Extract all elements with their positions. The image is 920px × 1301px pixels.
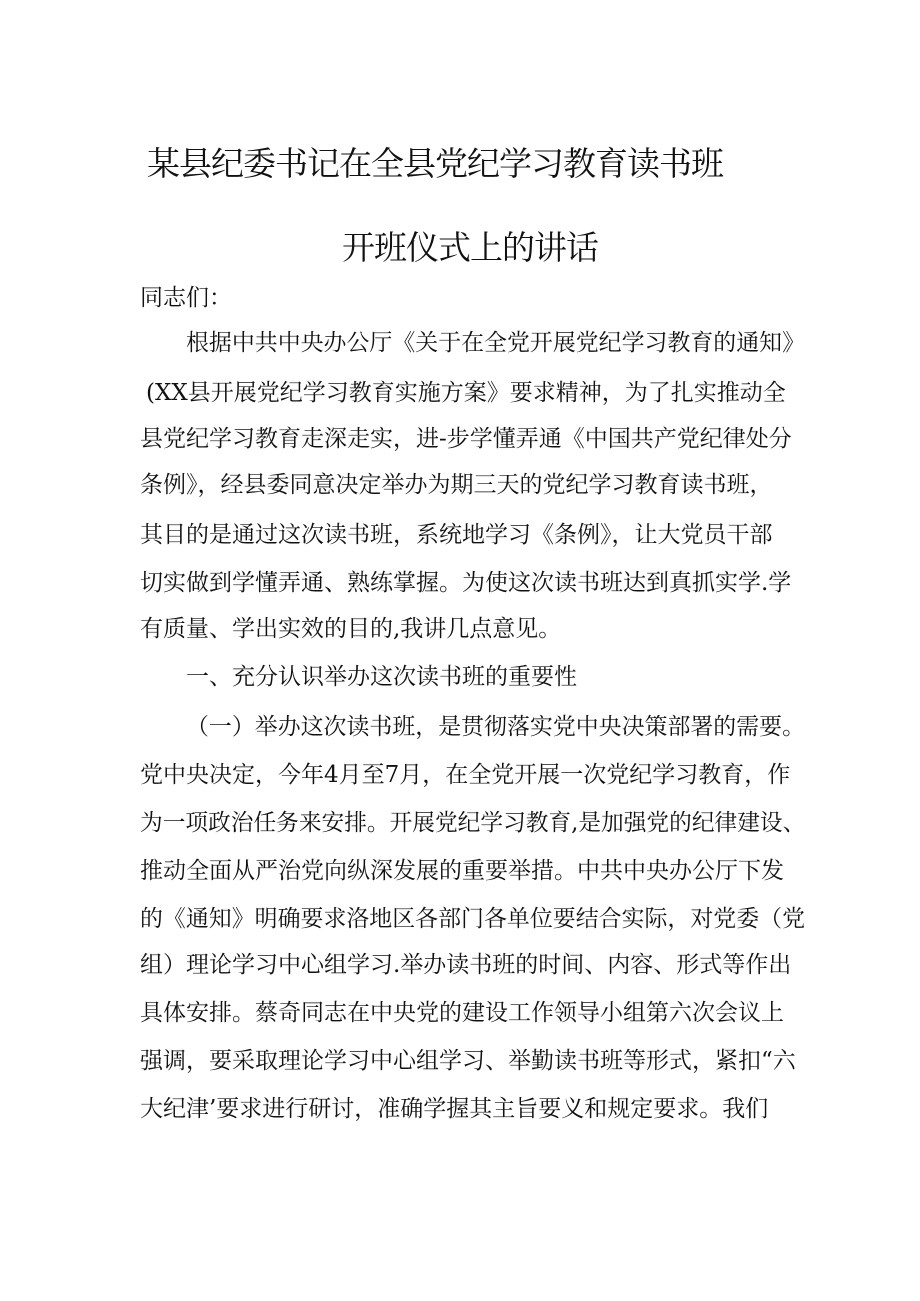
paragraph-line: 根据中共中央办公厅《关于在全党开展党纪学习教育的通知》 [186,330,806,356]
paragraph-line: 推动全面从严治党向纵深发展的重要举措。中共中央办公厅下发 [140,858,784,884]
paragraph-line: 具体安排。蔡奇同志在中央党的建设工作领导小组第六次会议上 [140,1000,784,1026]
title-line-1: 某县纪委书记在全县党纪学习教育读书班 [147,144,723,183]
paragraph-line: 大纪津’要求进行研讨，准确学握其主旨要义和规定要求。我们 [140,1096,769,1122]
title-line-2: 开班仪式上的讲话 [342,228,598,267]
paragraph-line: 的《通知》明确要求洛地区各部门各单位要结合实际，对党委（党 [140,906,805,932]
paragraph-line: 强调，要采取理论学习中心组学习、举勤读书班等形式，紧扣“六 [140,1048,796,1074]
paragraph-line: 其目的是通过这次读书班，系统地学习《条例》，让大党员干部 [140,522,773,548]
salutation: 同志们： [140,285,232,311]
paragraph-line: 为一项政治任务来安排。开展党纪学习教育,是加强党的纪律建设、 [140,810,806,836]
section-heading: 一、充分认识举办这次读书班的重要性 [186,664,577,690]
paragraph-line: 条例》，经县委同意决定举办为期三天的党纪学习教育读书班， [140,472,773,498]
paragraph-line: 县党纪学习教育走深走实，进-步学懂弄通《中国共产党纪律处分 [140,426,792,452]
paragraph-line: 党中央决定，今年4月至7月，在全党开展一次党纪学习教育，作 [140,762,791,788]
paragraph-line: 有质量、学出实效的目的,我讲几点意见。 [140,616,562,642]
subsection-heading: （一）举办这次读书班，是贯彻落实党中央决策部署的需要。 [186,714,806,740]
paragraph-line: 切实做到学懂弄通、熟练掌握。为使这次读书班达到真抓实学.学 [140,570,792,596]
paragraph-line: (XX县开展党纪学习教育实施方案》要求精神，为了扎实推动全 [146,380,786,406]
paragraph-line: 组）理论学习中心组学习.举办读书班的时间、内容、形式等作出 [140,952,792,978]
